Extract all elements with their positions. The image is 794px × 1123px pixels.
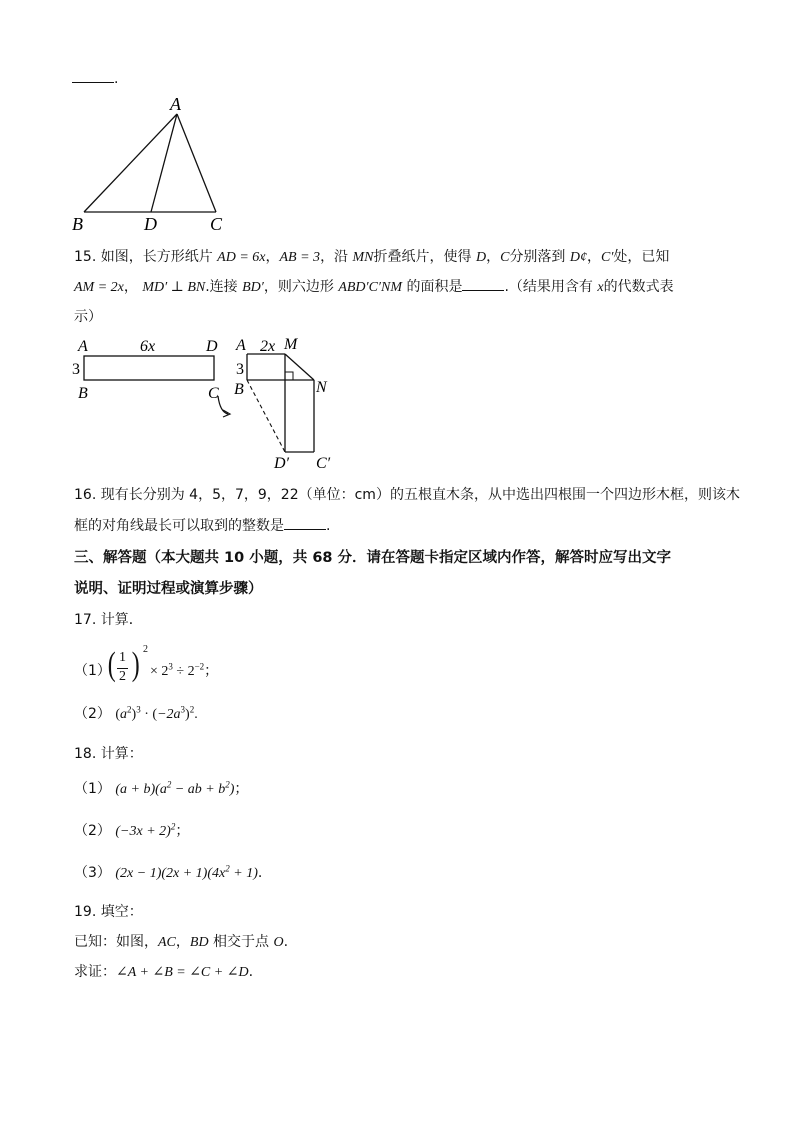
times-two: × 2 xyxy=(150,664,169,679)
period: . xyxy=(257,865,263,881)
period: . xyxy=(114,71,119,87)
label-c-prime: C′ xyxy=(316,455,331,472)
text: 已知：如图， xyxy=(74,934,158,950)
exponent: 2 xyxy=(127,704,132,715)
answer-blank xyxy=(72,70,114,83)
label-a-folded: A xyxy=(236,337,246,354)
part-label: （1） xyxy=(74,781,111,797)
text: ， xyxy=(587,249,602,265)
period: . xyxy=(194,707,198,722)
label-height-folded: 3 xyxy=(236,361,244,378)
segment-mn xyxy=(285,354,314,380)
factor: (a + b) xyxy=(115,782,156,797)
semicolon: ； xyxy=(234,781,249,797)
q18-part-3 xyxy=(74,862,262,882)
math-hexagon: ABD′C′NM xyxy=(338,280,402,295)
part-label: （3） xyxy=(74,865,111,881)
expression: $(a + b)(a^2$ − ab + $b^2$) xyxy=(115,779,235,797)
text: 相交于点 xyxy=(213,934,270,950)
math-ab: AB = 3 xyxy=(279,250,321,265)
text: 求证： xyxy=(74,964,116,980)
text: . xyxy=(326,518,331,534)
text: 分别落到 xyxy=(509,249,566,265)
math-bd: BD xyxy=(189,935,209,950)
q15-line-2: AM = 2x， MD′ ⊥ BN.连接 BD′，则六边形 ABD′C′NM 的面积是 .（结果用含有 x的代数式表 xyxy=(74,279,674,295)
answer-blank xyxy=(284,517,326,530)
term: − ab + b xyxy=(174,782,226,797)
label-a: A xyxy=(78,338,88,355)
section-heading-line-1: 三、解答题（本大题共 10 小题，共 68 分．请在答题卡指定区域内作答，解答时应写出文字 xyxy=(74,550,672,566)
exponent: 3 xyxy=(136,704,141,715)
text: 现有长分别为 4，5，7，9，22（单位：cm）的五根直木条，从中选出四根围一个四边形木框，则该木 xyxy=(100,487,740,503)
q19-title: 19. 填空： xyxy=(74,904,143,920)
vertex-label-c: C xyxy=(210,214,223,234)
text: 如图，长方形纸片 xyxy=(100,249,213,265)
fraction-denominator: 2 xyxy=(119,669,126,684)
q18-part-2 xyxy=(74,820,189,840)
text: .（结果用含有 xyxy=(504,279,593,295)
text: ，则六边形 xyxy=(263,279,334,295)
exponent: 2 xyxy=(170,821,176,832)
expression: $(-3x + 2)^2$ xyxy=(115,821,176,839)
q18-part-1 xyxy=(74,778,248,798)
part-label: （2） xyxy=(74,823,111,839)
text: ，沿 xyxy=(320,249,349,265)
q18-title: 18. 计算： xyxy=(74,746,143,762)
dot: · xyxy=(144,707,149,722)
label-width: 6x xyxy=(140,338,156,355)
math-angle-equation: ∠A + ∠B = ∠C + ∠D xyxy=(116,965,249,980)
q15-line-1: 15. 如图，长方形纸片 AD = 6x，AB = 3，沿 MN折叠纸片，使得 D，C分别落到 D¢，C′处，已知 xyxy=(74,249,670,265)
q16-line-2 xyxy=(74,515,330,535)
exponent: 3 xyxy=(180,704,186,715)
open-paren: ( xyxy=(107,646,116,683)
text: 的面积是 xyxy=(406,279,463,295)
segment-ad xyxy=(151,114,177,212)
label-d-prime: D′ xyxy=(274,455,290,472)
math-o: O xyxy=(273,935,284,950)
math-bd-prime: BD′ xyxy=(242,280,264,295)
fold-arrow xyxy=(218,396,228,414)
math-c: C xyxy=(500,250,510,265)
part-label: （2） xyxy=(74,706,111,722)
segment-ac xyxy=(177,114,216,212)
text: .连接 xyxy=(205,279,238,295)
part-label: （1） xyxy=(74,663,111,679)
label-height: 3 xyxy=(72,361,80,378)
term: + 1 xyxy=(233,866,254,881)
text: 处，已知 xyxy=(613,249,670,265)
label-c: C xyxy=(208,385,219,402)
text: 示） xyxy=(74,309,102,325)
math-d: D xyxy=(475,250,487,265)
fraction-numerator: 1 xyxy=(119,650,126,665)
vertex-label-d: D xyxy=(144,214,157,234)
previous-answer-blank xyxy=(72,70,118,87)
period: . xyxy=(283,934,289,950)
expression: $(a^2)^3 \cdot (-2a^3)^2$. xyxy=(115,704,198,722)
vertex-label-b: B xyxy=(72,214,83,234)
question-number: 16. xyxy=(74,487,97,503)
right-angle-mark xyxy=(285,372,293,380)
term: a xyxy=(159,782,167,797)
folding-figure xyxy=(70,334,360,474)
term: −3x + 2 xyxy=(120,824,167,839)
text: 的代数式表 xyxy=(603,279,674,295)
expression xyxy=(150,660,218,680)
comma: ， xyxy=(175,934,190,950)
semicolon: ； xyxy=(175,823,190,839)
q19-prove xyxy=(74,961,253,981)
math-d-prime: D¢ xyxy=(569,250,588,265)
close-paren: ) xyxy=(131,646,140,683)
question-number: 15. xyxy=(74,249,97,265)
triangle-figure xyxy=(70,94,240,234)
math-mn: MN xyxy=(352,250,374,265)
label-d: D xyxy=(206,338,218,355)
answer-blank xyxy=(462,278,504,291)
q19-given xyxy=(74,931,288,951)
term: 4x xyxy=(212,866,226,881)
segment-bd-prime xyxy=(247,380,285,452)
q17-part-2 xyxy=(74,703,198,723)
math-ad: AD = 6x xyxy=(217,250,266,265)
var: a xyxy=(120,707,128,722)
text: ， xyxy=(486,249,501,265)
label-b: B xyxy=(78,385,88,402)
period: . xyxy=(248,964,254,980)
exponent: 2 xyxy=(143,644,148,655)
text: 框的对角线最长可以取到的整数是 xyxy=(74,518,284,534)
exponent: 2 xyxy=(189,704,195,715)
label-b-folded: B xyxy=(234,381,244,398)
expression: $(2x - 1)(2x + 1)(4x^2 + 1)$ xyxy=(115,863,258,881)
rectangle-abcd xyxy=(84,356,214,380)
math-md-perp-bn: MD′ ⊥ BN xyxy=(142,280,206,295)
segment-ab xyxy=(84,114,177,212)
math-c-prime: C′ xyxy=(601,250,614,265)
exponent: 3 xyxy=(168,661,173,672)
exponent: 2 xyxy=(166,779,172,790)
exponent: −2 xyxy=(194,661,205,672)
exponent: 2 xyxy=(225,863,230,874)
q17-title: 17. 计算． xyxy=(74,612,143,628)
factor: (2x − 1)(2x + 1) xyxy=(115,866,208,881)
text: 折叠纸片，使得 xyxy=(373,249,472,265)
math-am: AM = 2x xyxy=(74,280,124,295)
q15-line-3 xyxy=(74,306,102,326)
label-m: M xyxy=(284,336,298,353)
vertex-label-a: A xyxy=(170,94,181,114)
section-heading-line-2: 说明、证明过程或演算步骤） xyxy=(74,581,263,597)
q16-line-1 xyxy=(74,484,740,504)
semicolon: ； xyxy=(204,664,219,679)
divide-two: ÷ 2 xyxy=(176,664,195,679)
label-am: 2x xyxy=(260,338,276,355)
math-ac: AC xyxy=(158,935,176,950)
math-x: x xyxy=(597,280,604,295)
term: −2a xyxy=(157,707,181,722)
exponent: 2 xyxy=(225,779,230,790)
label-n: N xyxy=(316,379,327,396)
